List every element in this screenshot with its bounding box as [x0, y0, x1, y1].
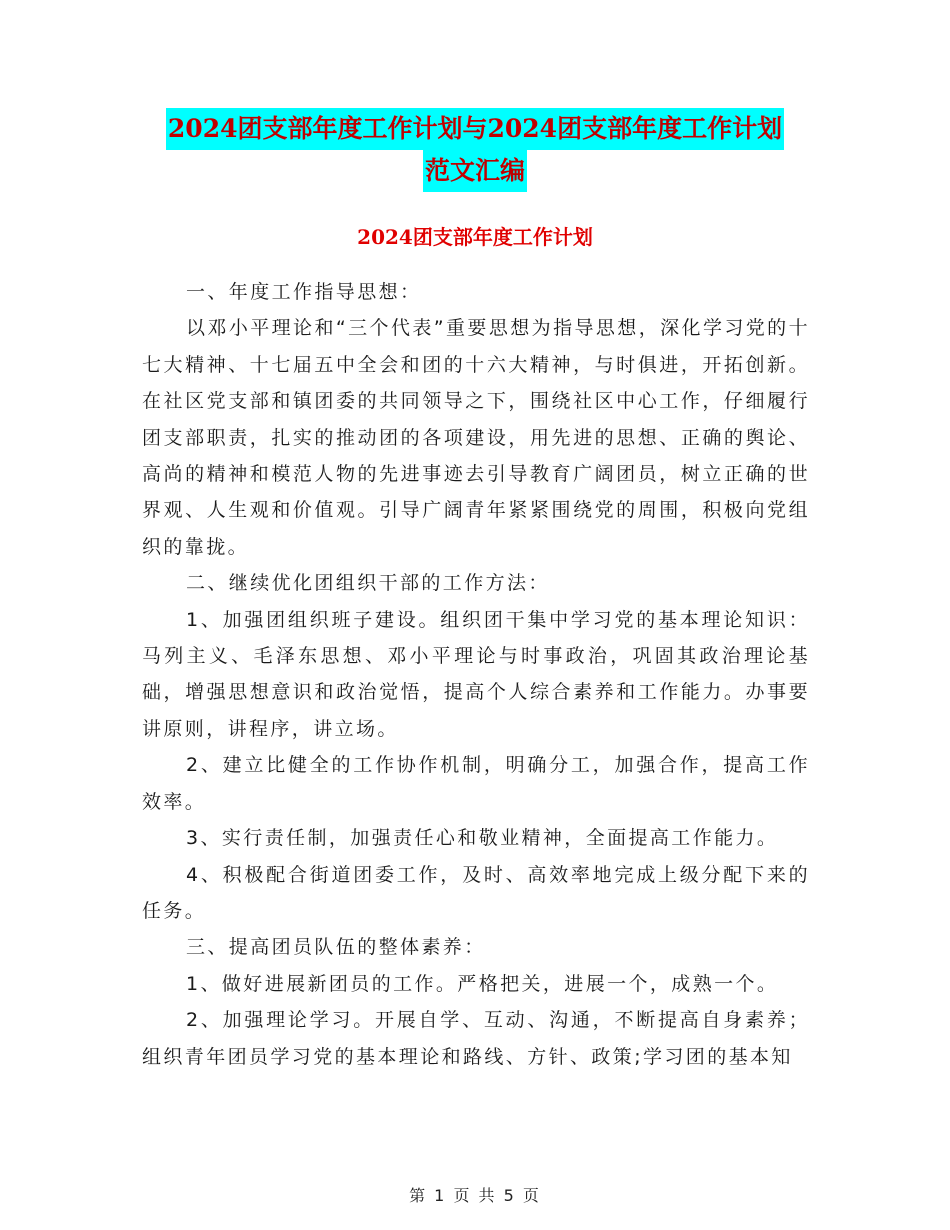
title-line-2: 范文汇编 — [423, 150, 527, 192]
paragraph: 以邓小平理论和“三个代表”重要思想为指导思想，深化学习党的十七大精神、十七届五中全会和团的十六大精神，与时俱进，开拓创新。在社区党支部和镇团委的共同领导之下，围绕社区中心工作，仔细履行团支部职责，扎实的推动团的各项建设，用先进的思想、正确的舆论、高尚的精神和模范人物的先进事迹去引导教育广阔团员，树立正确的世界观、人生观和价值观。引导广阔青年紧紧围绕党的周围，积极向党组织的靠拢。 — [142, 317, 810, 558]
title-line-1: 2024团支部年度工作计划与2024团支部年度工作计划 — [166, 108, 784, 150]
paragraph: 一、年度工作指导思想： — [186, 281, 422, 303]
paragraph: 3、实行责任制，加强责任心和敬业精神，全面提高工作能力。 — [186, 827, 779, 850]
paragraph: 1、做好进展新团员的工作。严格把关，进展一个，成熟一个。 — [186, 972, 779, 995]
paragraph: 4、积极配合街道团委工作，及时、高效率地完成上级分配下来的任务。 — [142, 863, 810, 922]
paragraph: 1、加强团组织班子建设。组织团干集中学习党的基本理论知识：马列主义、毛泽东思想、邓小平理论与时事政治，巩固其政治理论基础，增强思想意识和政治觉悟，提高个人综合素养和工作能力。办事要讲原则，讲程序，讲立场。 — [142, 608, 810, 740]
paragraph: 三、提高团员队伍的整体素养： — [186, 936, 486, 959]
section-heading: 2024团支部年度工作计划 — [357, 225, 593, 249]
paragraph: 二、继续优化团组织干部的工作方法： — [186, 572, 550, 595]
document-body — [142, 274, 810, 1075]
document-title — [0, 108, 950, 192]
paragraph: 2、建立比健全的工作协作机制，明确分工，加强合作，提高工作效率。 — [142, 754, 810, 813]
paragraph: 2、加强理论学习。开展自学、互动、沟通，不断提高自身素养；组织青年团员学习党的基本理论和路线、方针、政策;学习团的基本知 — [142, 1009, 810, 1068]
page-footer: 第 1 页 共 5 页 — [409, 1186, 541, 1205]
